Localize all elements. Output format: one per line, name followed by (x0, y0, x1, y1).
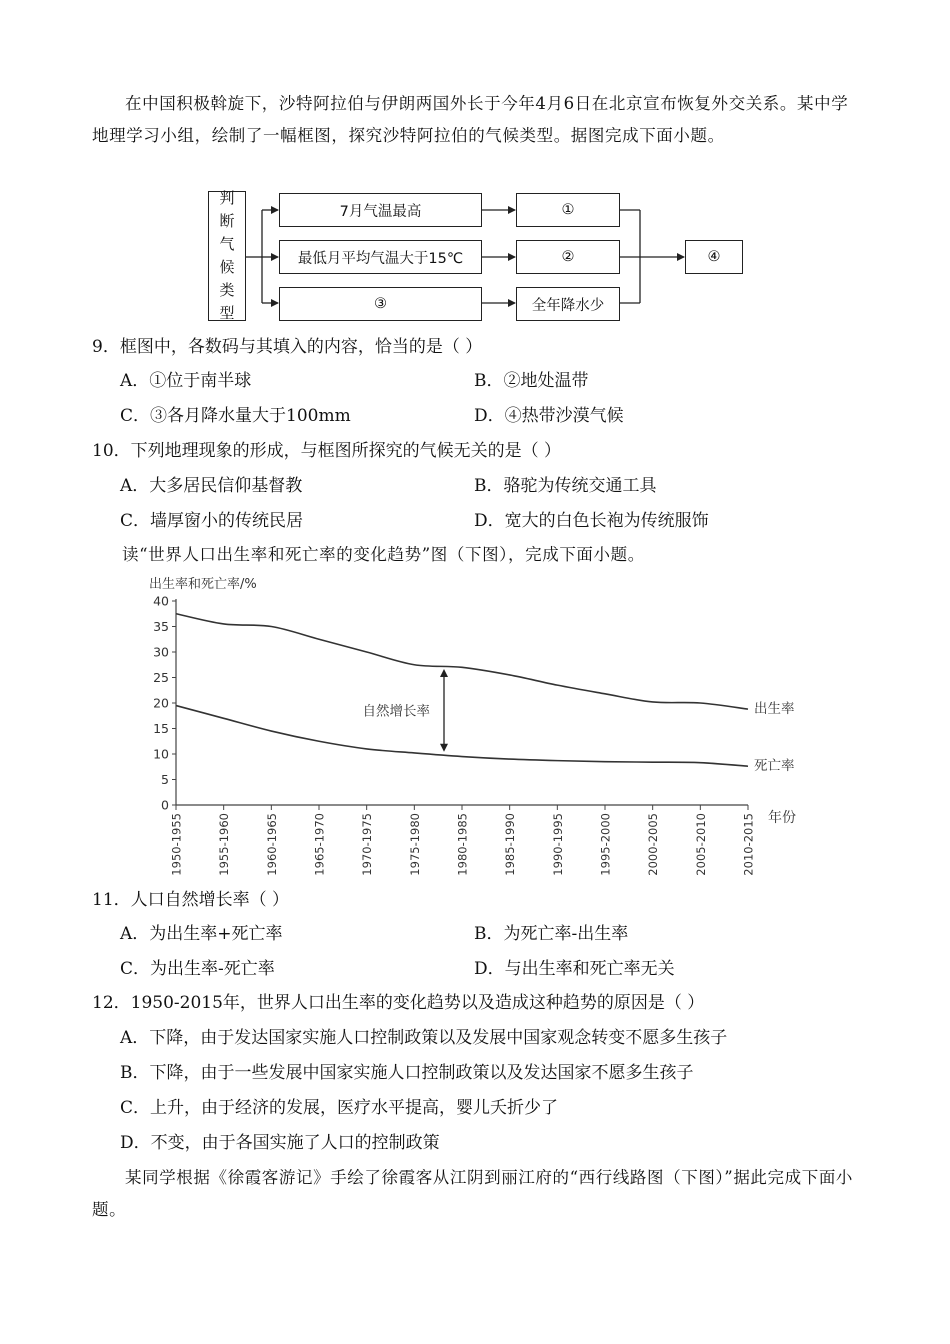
natural-growth-label: 自然增长率 (362, 703, 430, 720)
x-tick-label: 1985-1990 (503, 813, 518, 876)
question-9-option-c: C．③各月降水量大于100mm (120, 406, 351, 426)
question-11-stem: 11．人口自然增长率（ ） (92, 890, 290, 910)
population-rate-chart (0, 570, 950, 880)
question-10-option-a: A．大多居民信仰基督教 (120, 476, 303, 496)
y-axis-label: 出生率和死亡率/% (149, 577, 257, 592)
question-10-option-b: B．骆驼为传统交通工具 (474, 476, 657, 496)
question-12-option-d: D．不变，由于各国实施了人口的控制政策 (120, 1133, 440, 1153)
x-tick-label: 1955-1960 (217, 813, 232, 876)
left-label-char: 型 (219, 304, 235, 322)
left-label-char: 气 (219, 235, 235, 253)
x-tick-label: 1995-2000 (598, 813, 613, 876)
x-axis-label: 年份 (768, 810, 796, 826)
condition-box-1: 7月气温最高 (279, 193, 482, 227)
passage-saudi: 在中国积极斡旋下，沙特阿拉伯与伊朗两国外长于今年4月6日在北京宣布恢复外交关系。某中学地理学习小组，绘制了一幅框图，探究沙特阿拉伯的气候类型。据图完成下面小题。 (92, 94, 849, 145)
x-tick-label: 1960-1965 (264, 813, 279, 876)
x-tick-label: 1990-1995 (550, 813, 565, 876)
y-tick-label: 15 (153, 721, 169, 736)
passage-population-chart: 读“世界人口出生率和死亡率的变化趋势”图（下图），完成下面小题。 (122, 545, 645, 564)
final-box: ④ (685, 240, 743, 274)
arrow-head-down (440, 744, 448, 752)
y-tick-label: 35 (153, 619, 169, 634)
left-label-char: 断 (219, 212, 235, 230)
y-tick-label: 5 (161, 772, 169, 787)
x-tick-label: 1970-1975 (360, 813, 375, 876)
question-11-option-a: A．为出生率+死亡率 (120, 924, 283, 944)
birth-rate-line (176, 614, 748, 709)
arrow-head-up (440, 669, 448, 677)
left-label-char: 候 (219, 258, 235, 276)
question-10-option-d: D．宽大的白色长袍为传统服饰 (474, 511, 709, 531)
death-rate-label: 死亡率 (754, 758, 795, 775)
x-tick-label: 2000-2005 (646, 813, 661, 876)
y-tick-label: 30 (153, 644, 169, 660)
question-9-option-b: B．②地处温带 (474, 371, 589, 391)
x-tick-label: 1980-1985 (455, 813, 470, 876)
question-11-option-c: C．为出生率-死亡率 (120, 959, 275, 979)
passage-xu-xiake: 某同学根据《徐霞客游记》手绘了徐霞客从江阴到丽江府的“西行线路图（下图）”据此完成下面小题。 (92, 1168, 854, 1219)
y-tick-label: 0 (161, 797, 169, 813)
condition-box-2: 最低月平均气温大于15℃ (279, 240, 482, 274)
question-12-option-a: A．下降，由于发达国家实施人口控制政策以及发展中国家观念转变不愿多生孩子 (120, 1028, 728, 1048)
y-tick-label: 20 (153, 695, 169, 711)
y-tick-label: 25 (153, 670, 169, 685)
question-11-option-d: D．与出生率和死亡率无关 (474, 959, 675, 979)
x-tick-label: 2005-2010 (693, 813, 708, 876)
question-12-stem: 12．1950-2015年，世界人口出生率的变化趋势以及造成这种趋势的原因是（ ） (92, 993, 705, 1013)
x-tick-label: 2010-2015 (741, 813, 756, 876)
result-box-2: ② (516, 240, 620, 274)
question-9-option-a: A．①位于南半球 (120, 371, 252, 391)
x-tick-label: 1965-1970 (312, 813, 327, 876)
condition-box-3: ③ (279, 287, 482, 321)
question-9-option-d: D．④热带沙漠气候 (474, 406, 624, 426)
result-box-1: ① (516, 193, 620, 227)
left-label-char: 类 (219, 281, 235, 299)
y-tick-label: 40 (153, 593, 169, 609)
birth-rate-label: 出生率 (754, 701, 795, 718)
question-10-stem: 10．下列地理现象的形成，与框图所探究的气候无关的是（ ） (92, 441, 562, 461)
question-12-option-c: C．上升，由于经济的发展，医疗水平提高，婴儿夭折少了 (120, 1098, 559, 1118)
x-tick-label: 1950-1955 (169, 813, 184, 876)
death-rate-line (176, 706, 748, 767)
result-box-3: 全年降水少 (516, 287, 620, 321)
question-11-option-b: B．为死亡率-出生率 (474, 924, 629, 944)
left-label-char: 判 (219, 189, 235, 207)
y-tick-label: 10 (153, 746, 169, 762)
question-9-stem: 9．框图中，各数码与其填入的内容，恰当的是（ ） (92, 337, 483, 357)
question-12-option-b: B．下降，由于一些发展中国家实施人口控制政策以及发达国家不愿多生孩子 (120, 1063, 694, 1083)
question-10-option-c: C．墙厚窗小的传统民居 (120, 511, 304, 531)
x-tick-label: 1975-1980 (407, 813, 422, 876)
